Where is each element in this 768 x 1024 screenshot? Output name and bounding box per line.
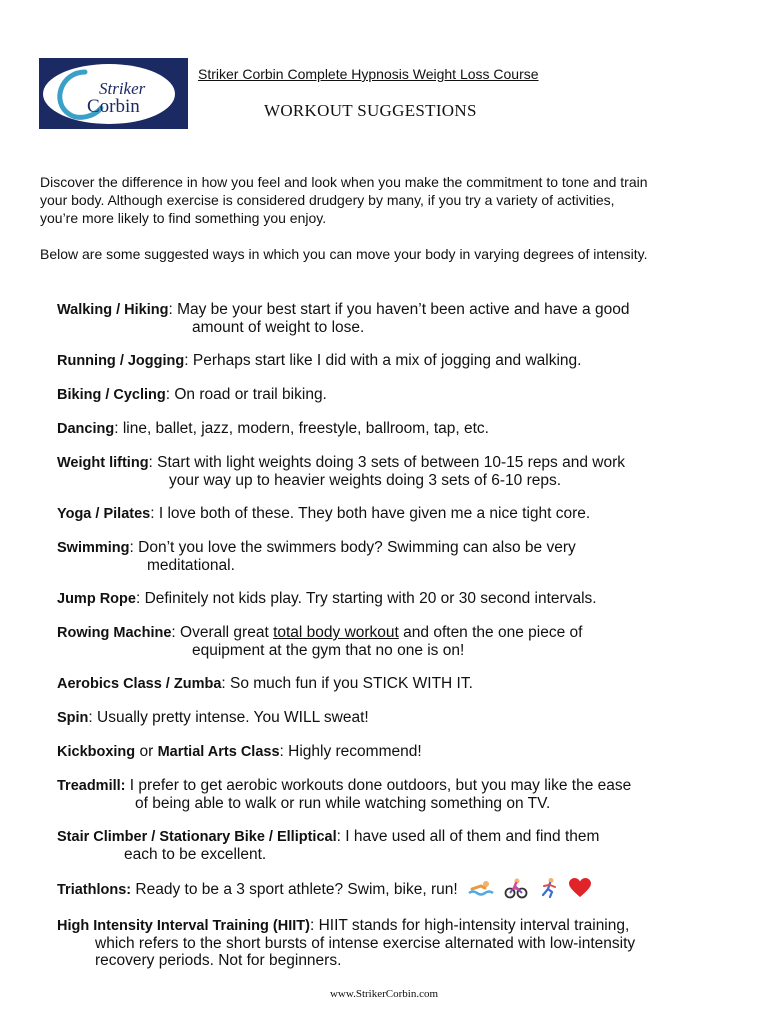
footer-url: www.StrikerCorbin.com: [329, 988, 439, 1000]
activity-name-2: Martial Arts Class: [157, 744, 280, 760]
logo-line2: Corbin: [87, 96, 140, 117]
activity-jump-rope: [57, 590, 727, 608]
activity-text: : Definitely not kids play. Try starting with 20 or 30 second intervals.: [135, 590, 597, 607]
cyclist-emoji: [504, 877, 528, 903]
activity-text: : Perhaps start like I did with a mix of jogging and walking.: [184, 352, 582, 369]
activity-name: Dancing: [57, 421, 115, 437]
activity-name: Walking / Hiking: [57, 302, 169, 318]
activity-list: [57, 301, 727, 985]
activity-text: : May be your best start if you haven’t been active and have a good: [168, 301, 630, 318]
activity-text: : Don’t you love the swimmers body? Swimming can also be very: [129, 539, 576, 556]
activity-hiit: [57, 917, 727, 969]
activity-text-cont: each to be excellent.: [124, 846, 267, 863]
intro-paragraph-1: [40, 173, 720, 227]
activity-or: or: [135, 743, 158, 760]
activity-text: and often the one piece of: [398, 624, 583, 641]
red-heart-emoji: [569, 878, 591, 902]
activity-spin: [57, 709, 727, 727]
runner-emoji: [539, 877, 559, 903]
activity-swimming: [57, 539, 727, 574]
activity-text-cont: meditational.: [147, 557, 235, 574]
activity-text: : HIIT stands for high-intensity interval training,: [309, 917, 630, 934]
intro-paragraph-2: Below are some suggested ways in which you can move your body in varying degrees of intensity.: [40, 246, 648, 262]
activity-text-cont: equipment at the gym that no one is on!: [192, 642, 465, 659]
activity-text-cont: of being able to walk or run while watching something on TV.: [135, 795, 551, 812]
activity-name: Aerobics Class / Zumba: [57, 676, 222, 692]
activity-text: : line, ballet, jazz, modern, freestyle, ballroom, tap, etc.: [114, 420, 489, 437]
activity-text: I prefer to get aerobic workouts done outdoors, but you may like the ease: [125, 777, 632, 794]
intro-p1-line3: you’re more likely to find something you enjoy.: [40, 210, 327, 226]
activity-rowing-machine: [57, 624, 727, 659]
activity-text: : So much fun if you STICK WITH IT.: [221, 675, 473, 692]
activity-name: Triathlons:: [57, 882, 132, 899]
activity-text: : I have used all of them and find them: [336, 828, 600, 845]
course-title: Striker Corbin Complete Hypnosis Weight Loss Course: [198, 66, 539, 82]
activity-treadmill: [57, 777, 727, 812]
activity-yoga: [57, 505, 727, 523]
activity-name: Yoga / Pilates: [57, 506, 151, 522]
activity-text-cont: amount of weight to lose.: [192, 319, 365, 336]
activity-name: Swimming: [57, 540, 130, 556]
activity-name: Running / Jogging: [57, 353, 185, 369]
intro-p1-line2: your body. Although exercise is considered drudgery by many, if you try a variety of activities,: [40, 192, 615, 208]
activity-text: : I love both of these. They both have given me a nice tight core.: [150, 505, 591, 522]
intro: [40, 173, 720, 263]
logo-line1: Striker: [99, 79, 146, 98]
activity-text: : Overall great: [171, 624, 274, 641]
activity-triathlons: [57, 877, 727, 903]
striker-corbin-logo: [39, 58, 188, 129]
activity-weight-lifting: [57, 454, 727, 489]
activity-name: Stair Climber / Stationary Bike / Elliptical: [57, 829, 337, 845]
activity-dancing: [57, 420, 727, 438]
activity-text: : On road or trail biking.: [165, 386, 327, 403]
section-title: WORKOUT SUGGESTIONS: [264, 101, 477, 120]
activity-text: Ready to be a 3 sport athlete? Swim, bike, run!: [131, 881, 458, 899]
activity-text-cont-2: recovery periods. Not for beginners.: [95, 952, 342, 969]
activity-running: [57, 352, 727, 370]
activity-walking: [57, 301, 727, 336]
activity-text: : Highly recommend!: [279, 743, 422, 760]
activity-name: Jump Rope: [57, 591, 136, 607]
activity-biking: [57, 386, 727, 404]
activity-text-cont: which refers to the short bursts of intense exercise alternated with low-intensity: [95, 935, 636, 952]
activity-name: Biking / Cycling: [57, 387, 166, 403]
total-body-workout-link[interactable]: total body workout: [273, 624, 399, 641]
activity-kickboxing: [57, 743, 727, 761]
activity-name: Kickboxing: [57, 744, 136, 760]
activity-name: Weight lifting: [57, 455, 149, 471]
activity-stair-climber: [57, 828, 727, 863]
activity-text: : Start with light weights doing 3 sets of between 10-15 reps and work: [148, 454, 626, 471]
activity-name: Spin: [57, 710, 89, 726]
activity-name: Rowing Machine: [57, 625, 172, 641]
activity-text-cont: your way up to heavier weights doing 3 sets of 6-10 reps.: [169, 472, 562, 489]
intro-p1-line1: Discover the difference in how you feel and look when you make the commitment to tone and train: [40, 174, 648, 190]
activity-name: Treadmill:: [57, 778, 126, 794]
activity-aerobics: [57, 675, 727, 693]
swimmer-emoji: [468, 878, 494, 902]
activity-name: High Intensity Interval Training (HIIT): [57, 918, 310, 934]
activity-text: : Usually pretty intense. You WILL sweat!: [88, 709, 369, 726]
